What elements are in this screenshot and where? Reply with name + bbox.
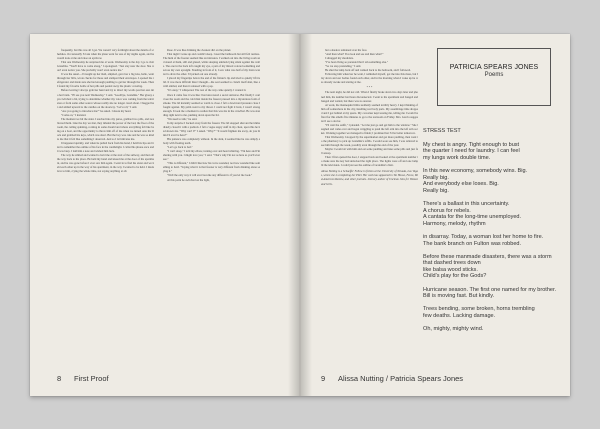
book-spread (30, 34, 570, 396)
poem (423, 128, 565, 339)
poem-stanza (423, 287, 565, 300)
poem-line: Bill is moving fast. But kindly. (423, 293, 495, 300)
body-paragraph: "I've been living so paranoid that I am something else." (325, 60, 389, 65)
body-paragraph: It was the usual—I brought up her mail, emptied, gave her a big kiss, hello, went through her bills, wrote checks for those and stamped their envelopes. I opened the refrigerator and made sure she had enough pudding to get her through the week. Then I found my favorite bottle of her pills and peeled away the plastic covering. (57, 72, 154, 89)
body-paragraph: "I'll wait the outfit," I pleaded. "Let me just go and get him to the window." She laughed and came over and began wriggling to push the left arm into the left arm socket. Working together we managed to finish; I promised her I'd be better tomorrow. (321, 122, 418, 135)
poem-line: My chest is angry. Tight enough to bust (423, 141, 520, 148)
poem-stanza (423, 326, 565, 333)
body-paragraph: "I can't sleep," I told my elbow, turning over and head whirring. "I'm here and I'm sharing with you. I might love you," I said. "That's why I'm not as here as you'll ever see." (163, 149, 260, 162)
body-paragraph: Rose. It was like drinking the cleanest dirt on the planet. (167, 48, 232, 52)
body-paragraph: It happened quickly, and when he pulled back from his hand, I held his lips and tried to remember the outline of his face in the candlelight. I called his phone once and it was busy. I laid him a note and wished him luck. (57, 141, 154, 154)
poem-stanza (423, 201, 565, 227)
author-bio: Alissa Nutting is a Schaeffer Fellow in fiction at the University of Nevada, Las Vegas, where she is completing her PhD. Her work has appeared in Tin House, Fence, Mid-American Review, and other journals. Literary author of Unclean Jobs for Women and Girls. (321, 169, 418, 186)
poem-line: Oh, mighty, mighty wind. (423, 326, 484, 333)
poem-line: And everybody else loses. Big. (423, 181, 499, 188)
body-paragraph: Maybe I would sit with him and eat some pudding and take some pills and just fall asleep. (321, 147, 418, 156)
left-page (30, 34, 300, 396)
poem-line: Before these manmade disasters, there was a storm (423, 253, 552, 260)
poem-line: the quarter I need for laundry. I can feel (423, 148, 520, 155)
poem-line: Really big. (423, 174, 449, 181)
poem-line: Hurricane season. The first one named for my brother. (423, 286, 557, 293)
body-paragraph: "Well the only way it will ever become any different is if you let me look." (167, 173, 253, 178)
left-page-footer (57, 374, 109, 383)
right-page-footer (321, 374, 463, 383)
body-paragraph: I placed my fingertips below the end of the fixture's lip and tried to quietly lift its lid. It was more difficult than I thought—the seal seemed to clench itself shut, like a wild animal, and then it released with a pop. (163, 76, 260, 89)
poem-line: Child's play for the Gods? (423, 273, 487, 280)
poem-stanzas (423, 142, 565, 333)
body-paragraph: The moment we hit the stairs I reached into my purse, grabbed two pills, and swallowed them. Like the day we met, they inhaled the power of the bed, the floor of the room, the ceiling spinning, rocking in some dream land where everything felt like being on a boat, and the opportunity to throw him off of me when we turned onto his block and grabbed his keys, which was short. But the boy was cute and he was so kind to me that it felt like something I deserved. And so I let him kiss me. (57, 116, 154, 142)
body-paragraph: That Wednesday I stopped by the supermarket and got more pudding, then went to the pharmacy to pick up Grandma's refills. I would soon see him, I was relieved to see him through the week, possibly even through the end of the year. (321, 134, 418, 148)
left-page-column-2 (163, 48, 260, 360)
poem-line: few deaths. Lacking damage. (423, 313, 496, 320)
body-paragraph: That night I woke up and couldn't sleep. I used the bathroom but still felt restless. The hum of the freezer seemed like an intrusion. I walked out into the living room and stared at them, still and glazed, while sleeping animals lying silent against the walls. The one in the back left caught my eye, a pair of my mixed colored something and across my own eyesight. Standing in front of it, I saw what was half of my brain wanted to draw the other. I'd picked out one already. (163, 52, 260, 77)
body-paragraph: "We need to talk," he said. (167, 116, 198, 121)
body-paragraph: Then I first opened the door, I stepped back and looked at the apartment number to make sure the key had unlocked the right place. The lights were off and one lamp lit the television. I could just see the outline of Grandma's chair. (321, 155, 418, 168)
body-paragraph: * * * (366, 85, 373, 90)
poem-line: Really big. (423, 187, 449, 194)
page-number: 8 (57, 374, 62, 383)
body-paragraph: "Let's go back to bed." (167, 145, 193, 150)
body-paragraph: He shut the lamp back off and walked back to the bedroom, and I followed. (325, 68, 411, 73)
body-paragraph: "Are you going to introduce me?" he asked. I shook my head. (61, 108, 132, 113)
body-paragraph: "So we stop pretending," I said. (325, 64, 362, 69)
poet-name: PATRICIA SPEARS JONES (449, 64, 539, 71)
poem-stanza (423, 234, 565, 247)
poem-stanza (423, 168, 565, 194)
poem-line: like balsa wood sticks. (423, 266, 478, 273)
poem-line: There's a ballast in this uncertainty. (423, 200, 510, 207)
poems-subtitle: Poems (484, 72, 504, 78)
left-page-column-1 (57, 48, 154, 360)
right-page-column-1 (321, 48, 418, 360)
poet-title-box (437, 48, 551, 106)
body-paragraph: His patience was completely without. In the dark, it seemed like he was simply a body with floating teeth. (163, 137, 260, 146)
poem-line: In this new economy, somebody wins. Big. (423, 167, 528, 174)
body-paragraph: Before leaving I always grab her hand and try to direct my words past her ears into her brain. "I'll see you next Wednesday," I said. "Goodbye, Grandma." Her glassy eyes twitched a bit, trying to determine whether my voice was coming from the television or from some other source whose reality she no longer cared about. I hugged her and smiled upward to the candles on the doorway. "Let's roll," I said. (57, 88, 154, 109)
poem-stanza (423, 254, 565, 280)
running-footer-title: First Proof (74, 374, 109, 383)
poem-line: The bank branch on Fulton was robbed. (423, 240, 522, 247)
body-paragraph: "This is different," I didn't like how his voice sounded, nor how sounded like something to hold. "Saying what it is that freezer is very different from drinking alone saying it." (163, 161, 260, 174)
body-paragraph: but a shadow remained over his face. (325, 48, 368, 52)
body-paragraph: That one Wednesday he surprised me at work. Wednesday is the day I go to visit Grandma. "You'll have to come along," I apologized. "Just stay near the door. She won't even notice you. She probably won't even notice me." (57, 60, 154, 73)
body-paragraph: In my surprise I backed away from the freezer. The lid snapped shut and he immediately closed it with a padlock. I felt a vague angry stuff in my chest, upon this he had shown me. "Why can't I?" I asked. "Why?" "It would frighten me away, do you think I'd ever be here?" (163, 120, 260, 137)
running-footer-authors: Alissa Nutting / Patricia Spears Jones (338, 374, 464, 383)
body-paragraph: "Come on," I insisted. (61, 112, 87, 117)
body-paragraph: The way he smiled and wanted to hold me at the start of the subway, and then all the way back to his place. He held my hand and kissed me at the door of his apartment, and he was gone before I ever saw him again. I went in to find his sister and we held each other up in the way of his apartment, in the way I wanted to be held. I made love to him, crying the whole time, not saying anything at all. (57, 153, 154, 174)
poem-title: STRESS TEST (423, 128, 461, 134)
body-paragraph: At work, the mannequin limbs suddenly seemed terribly heavy. I kept thinking of him off somewhere in the city, handling real body parts. My assemblage time dropped and I got behind at my quota. My coworker kept teasing me, telling me I would be fired for this smells five minutes to go to the restroom on Friday. Mrs. Garcia suggested I see a doctor. (321, 102, 418, 123)
poem-stanza (423, 306, 565, 319)
body-paragraph: I shrugged my shoulders. (325, 56, 354, 61)
body-paragraph: Following him wherever he went, I reminded myself, got me into this mess, but I lay down and our bodies found each other, and in the morning when I woke up he was already awake and staring at me. (321, 72, 418, 85)
poem-line: A cantata for the long-time unemployed. (423, 214, 522, 221)
poem-line: that dashed trees down (423, 260, 481, 267)
poem-line: Trees bending, some broken, horns trembling (423, 306, 535, 313)
body-paragraph: Once it came free it was like I had uncovered a secret universe. But finally I could see the room and the cold mist inside the freezer pressed into a mysterious form of smoke. The lid instantly seemed so warm to close. I felt a downward pressure close I fought against. My palm went to my throat. I could not fight it back, I wasn't strong enough. It took me a moment to realize that this was me in the crawlhel. He was standing right next to me, pushing down upon the lid. (163, 92, 260, 117)
poem-line: my lungs work double time. (423, 154, 491, 161)
poem-line: in disarray. Today, a woman lost her home to fire. (423, 233, 544, 240)
right-page (300, 34, 570, 396)
page-number: 9 (321, 374, 326, 383)
body-paragraph: "And then what? You look and see and then what?" (325, 52, 384, 57)
body-paragraph: frequently, but this was all I got. We weren't very forthright about the details of schedules. Occasionally I'd ask when his plane went for one of my nights again, and he would look at me and raise an eyebrow. (57, 48, 154, 61)
poem-line: A chorus for rebels. (423, 207, 471, 214)
body-paragraph: At this point he switched on the light, (167, 177, 210, 182)
poem-stanza (423, 142, 565, 162)
body-paragraph: "It's okay," I whispered. The rest of the way came quietly. I wanted it. (167, 88, 247, 93)
poem-line: Harmony, melody, rhythm (423, 220, 486, 227)
body-paragraph: The next night, he did not call. When I finally broke down two days later and phoned him, his number had been disconnected. I went to his apartment and banged and banged and waited, but there was no answer. (321, 90, 418, 103)
